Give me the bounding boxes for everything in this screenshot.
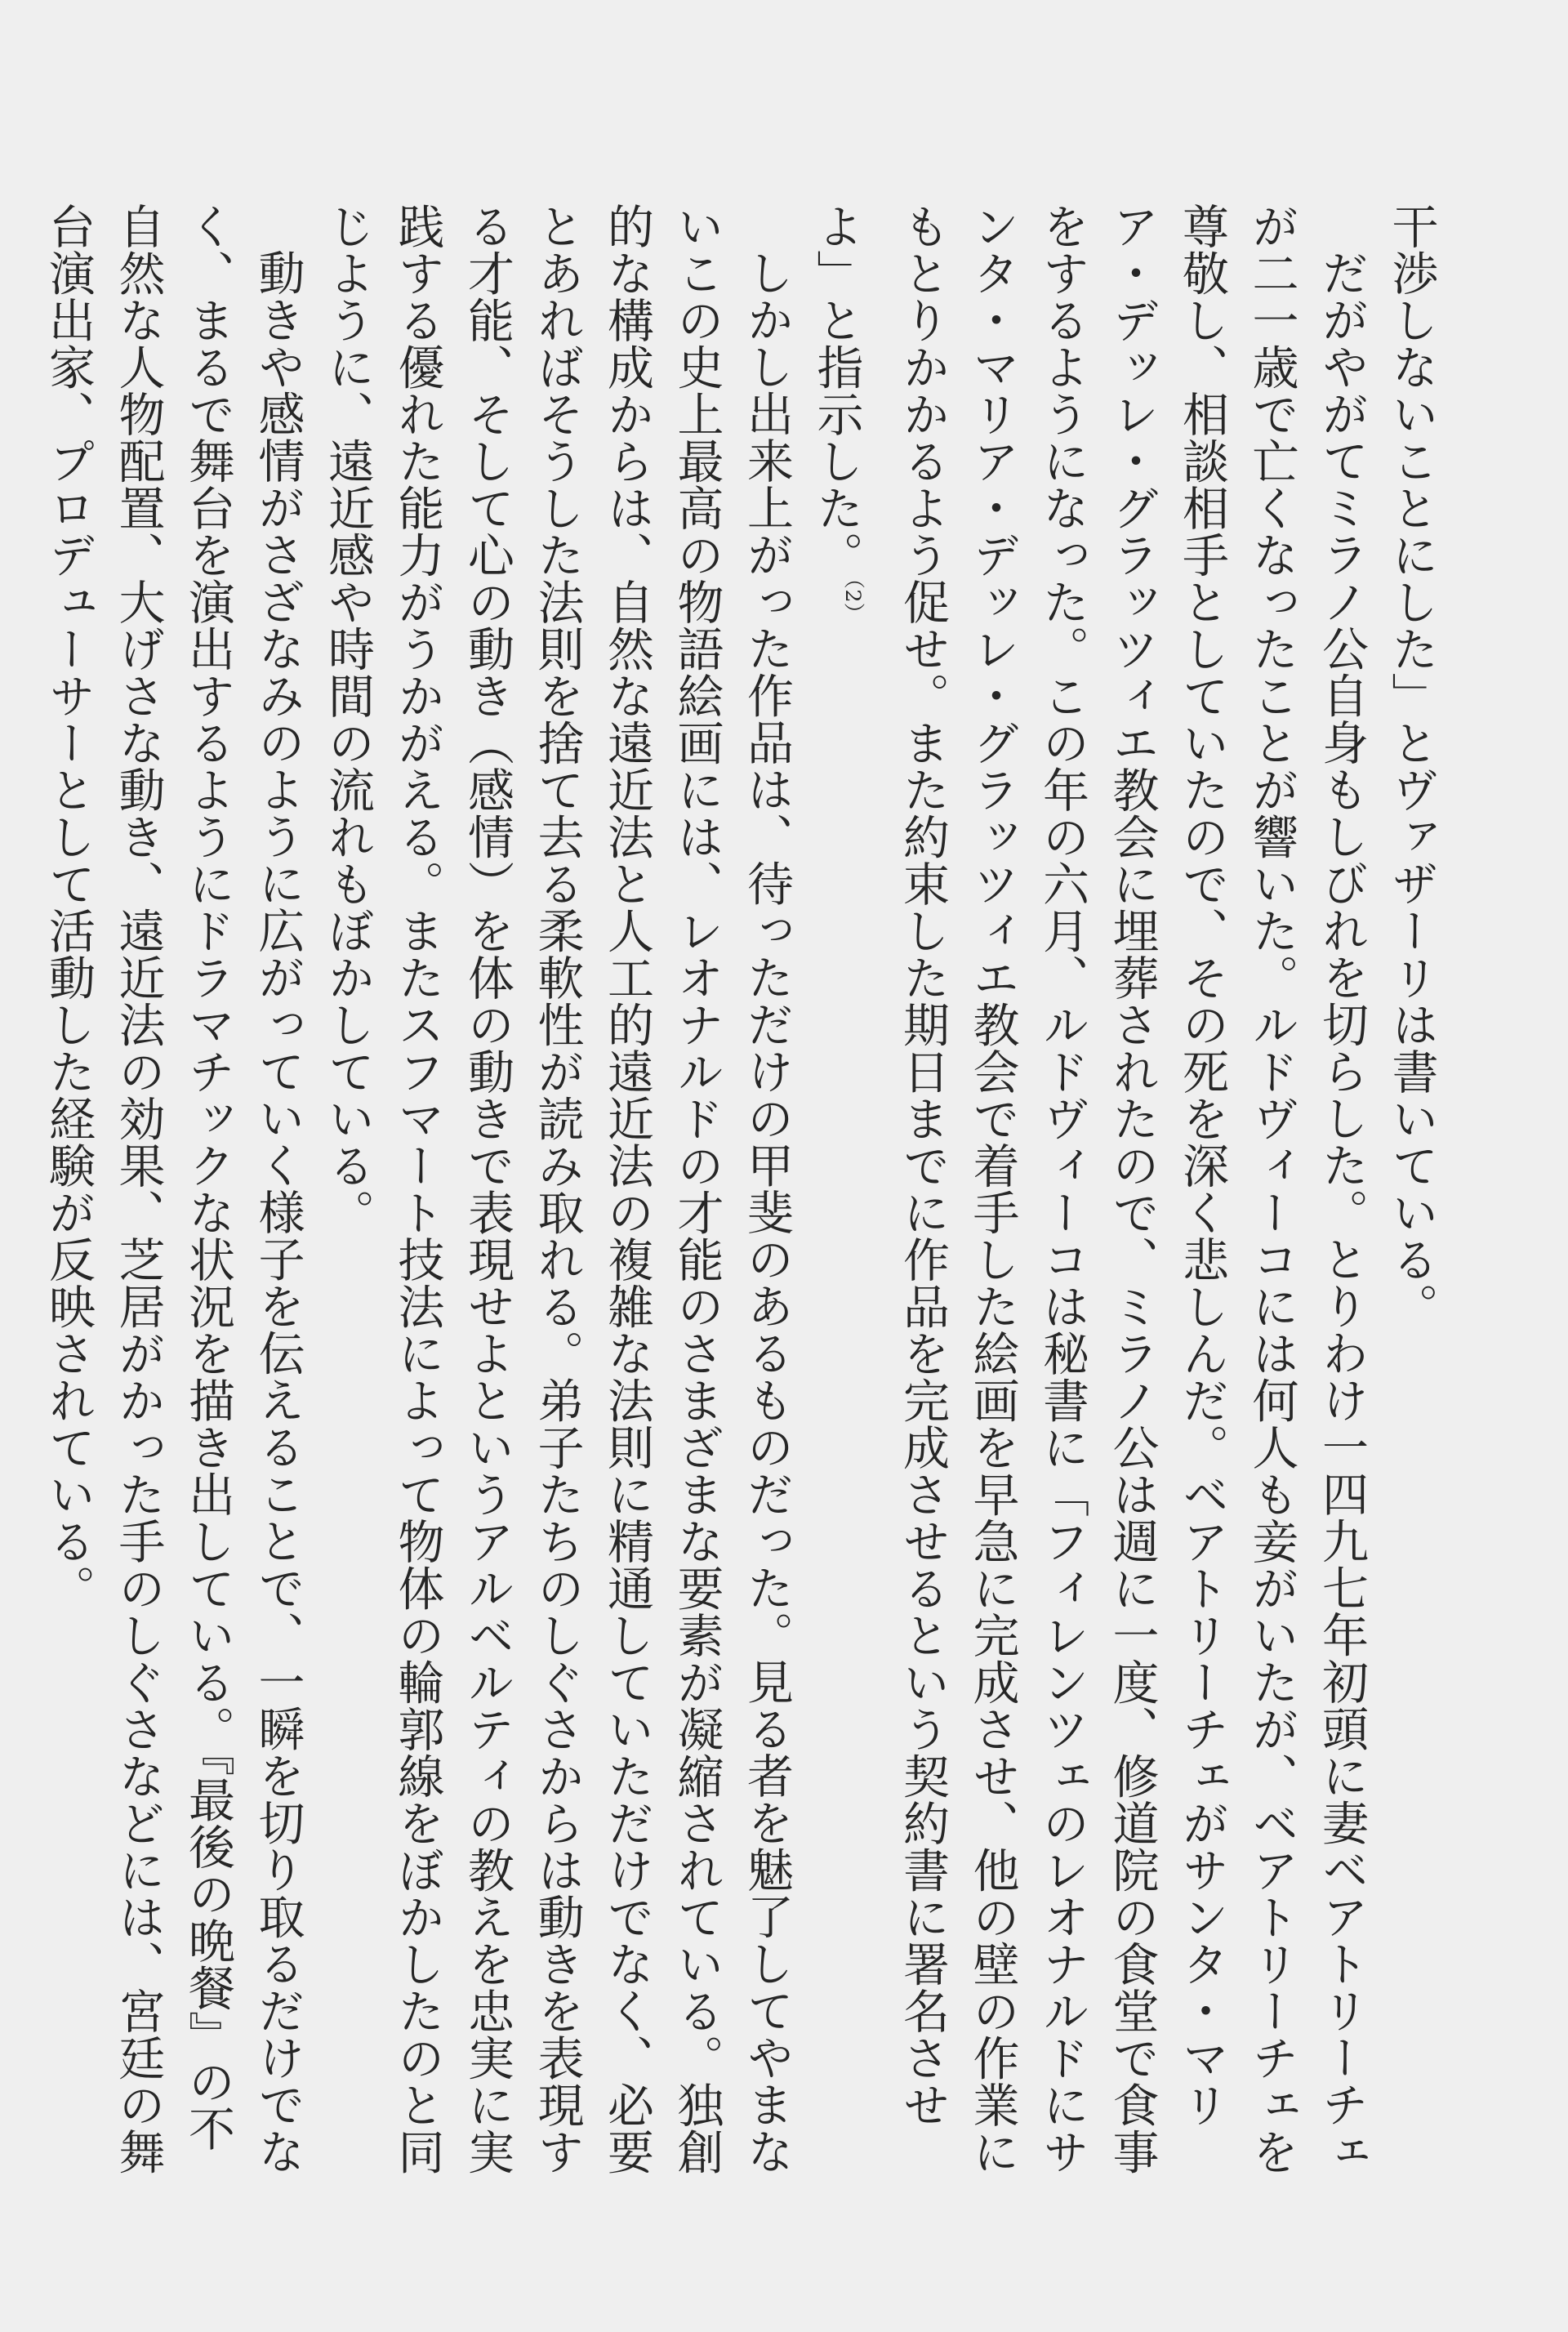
vertical-text-block xyxy=(33,203,1446,2179)
paragraph-milan-duke-text: だがやがてミラノ公自身もしびれを切らした。とりわけ一四九七年初頭に妻ベアトリーチェが二一歳で亡くなったことが響いた。ルドヴィーコには何人も妾がいたが、ベアトリーチェを尊敬し、相談相手としていたので、その死を深く悲しんだ。ベアトリーチェがサンタ・マリア・デッレ・グラッツィエ教会に埋葬されたので、ミラノ公は週に一度、修道院の食堂で食事をするようになった。この年の六月、ルドヴィーコは秘書に「フィレンツェのレオナルドにサンタ・マリア・デッレ・グラッツィエ教会で着手した絵画を早急に完成させ、他の壁の作業にもとりかかるよう促せ。また約束した期日までに作品を完成させるという契約書に署名させよ」と指示した。 xyxy=(809,203,1369,2175)
paragraph-stage-direction: 動きや感情がさざなみのように広がっていく様子を伝えることで、一瞬を切り取るだけでなく、まるで舞台を演出するようにドラマチックな状況を描き出している。『最後の晩餐』の不自然な人物配置、大げさな動き、遠近法の効果、芝居がかった手のしぐさなどには、宮廷の舞台演出家、プロデューサーとして活動した経験が反映されている。 xyxy=(41,203,305,2175)
paragraph-milan-duke xyxy=(801,203,1376,2179)
paragraph-finished-work: しかし出来上がった作品は、待っただけの甲斐のあるものだった。見る者を魅了してやまないこの史上最高の物語絵画には、レオナルドの才能のさまざまな要素が凝縮されている。独創的な構成からは、自然な遠近法と人工的遠近法の複雑な法則に精通していただけでなく、必要とあればそうした法則を捨て去る柔軟性が読み取れる。弟子たちのしぐさからは動きを表現する才能、そして心の動き（感情）を体の動きで表現せよというアルベルティの教えを忠実に実践する優れた能力がうかがえる。またスフマート技法によって物体の輪郭線をぼかしたのと同じように、遠近感や時間の流れもぼかしている。 xyxy=(320,203,794,2175)
footnote-marker: （2） xyxy=(840,578,865,625)
paragraph-continuation: 干渉しないことにした」とヴァザーリは書いている。 xyxy=(1384,203,1438,1330)
